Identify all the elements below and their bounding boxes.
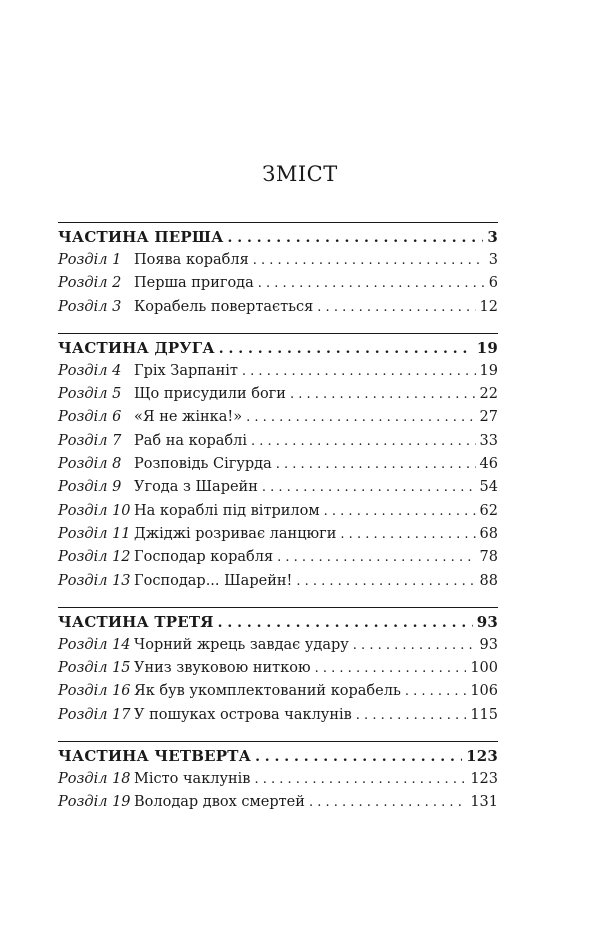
dot-leader bbox=[353, 638, 476, 653]
part-heading[interactable] bbox=[58, 228, 498, 252]
part-divider bbox=[58, 741, 498, 742]
chapter-number: Розділ 9 bbox=[58, 479, 122, 496]
toc-chapter-row[interactable] bbox=[58, 409, 498, 432]
part-title: ЧАСТИНА ПЕРША bbox=[58, 228, 224, 246]
dot-leader bbox=[315, 661, 467, 676]
toc-chapter-row[interactable] bbox=[58, 771, 498, 794]
chapter-title: На кораблі під вітрилом bbox=[134, 502, 320, 519]
chapter-page-number: 106 bbox=[470, 683, 498, 700]
chapter-page-number: 27 bbox=[479, 409, 498, 426]
dot-leader bbox=[228, 230, 484, 246]
chapter-title: Місто чаклунів bbox=[134, 771, 251, 788]
chapter-number: Розділ 16 bbox=[58, 683, 131, 700]
chapter-title: Господар корабля bbox=[134, 549, 274, 566]
chapter-page-number: 54 bbox=[479, 479, 498, 496]
part-heading[interactable] bbox=[58, 613, 498, 637]
part-page-number: 123 bbox=[466, 747, 498, 766]
chapter-number: Розділ 17 bbox=[58, 706, 131, 723]
toc-part bbox=[58, 741, 498, 818]
dot-leader bbox=[242, 364, 476, 379]
dot-leader bbox=[246, 410, 475, 425]
toc-chapter-row[interactable] bbox=[58, 456, 498, 479]
part-page-number: 19 bbox=[476, 338, 498, 357]
dot-leader bbox=[290, 387, 476, 402]
chapter-title: Як був укомплектований корабель bbox=[134, 683, 401, 700]
chapter-page-number: 3 bbox=[488, 252, 498, 268]
part-divider bbox=[58, 607, 498, 608]
dot-leader bbox=[356, 708, 467, 723]
part-page-number: 3 bbox=[487, 228, 498, 246]
chapter-page-number: 68 bbox=[479, 525, 498, 542]
part-divider bbox=[58, 222, 498, 223]
chapter-page-number: 93 bbox=[479, 636, 498, 653]
toc-chapter-row[interactable] bbox=[58, 386, 498, 409]
part-title: ЧАСТИНА ЧЕТВЕРТА bbox=[58, 747, 252, 766]
toc-chapter-row[interactable] bbox=[58, 637, 498, 660]
part-page-number: 93 bbox=[476, 612, 498, 631]
chapter-page-number: 22 bbox=[479, 386, 498, 403]
dot-leader bbox=[254, 772, 466, 787]
chapter-number: Розділ 8 bbox=[58, 456, 122, 473]
toc-chapter-row[interactable] bbox=[58, 707, 498, 730]
dot-leader bbox=[276, 457, 476, 472]
chapter-list bbox=[58, 363, 498, 596]
part-title: ЧАСТИНА ДРУГА bbox=[58, 338, 215, 357]
chapter-list bbox=[58, 252, 498, 322]
chapter-number: Розділ 12 bbox=[58, 549, 131, 566]
dot-leader bbox=[262, 480, 476, 495]
toc-part bbox=[58, 607, 498, 730]
chapter-number: Розділ 13 bbox=[58, 572, 131, 589]
part-divider bbox=[58, 333, 498, 334]
toc-chapter-row[interactable] bbox=[58, 299, 498, 322]
part-title: ЧАСТИНА ТРЕТЯ bbox=[58, 612, 214, 631]
toc-chapter-row[interactable] bbox=[58, 660, 498, 683]
chapter-title: Униз звуковою ниткою bbox=[134, 660, 311, 677]
chapter-number: Розділ 11 bbox=[58, 525, 131, 542]
dot-leader bbox=[258, 276, 485, 291]
chapter-page-number: 115 bbox=[470, 706, 498, 723]
toc-chapter-row[interactable] bbox=[58, 573, 498, 596]
dot-leader bbox=[251, 434, 476, 449]
dot-leader bbox=[255, 749, 462, 765]
chapter-title: Розповідь Сігурда bbox=[134, 456, 272, 473]
chapter-page-number: 62 bbox=[479, 502, 498, 519]
chapter-title: У пошуках острова чаклунів bbox=[134, 706, 352, 723]
chapter-page-number: 123 bbox=[470, 771, 498, 788]
dot-leader bbox=[277, 550, 475, 565]
chapter-page-number: 78 bbox=[479, 549, 498, 566]
chapter-title: Чорний жрець завдає удару bbox=[134, 636, 349, 653]
dot-leader bbox=[218, 615, 473, 631]
chapter-title: «Я не жінка!» bbox=[134, 409, 243, 426]
page-title: ЗМІСТ bbox=[262, 162, 338, 186]
toc-part bbox=[58, 222, 498, 322]
chapter-page-number: 6 bbox=[488, 275, 498, 292]
chapter-number: Розділ 7 bbox=[58, 432, 122, 449]
chapter-title: Угода з Шарейн bbox=[134, 479, 258, 496]
chapter-list bbox=[58, 771, 498, 818]
toc-chapter-row[interactable] bbox=[58, 503, 498, 526]
toc-part bbox=[58, 333, 498, 596]
chapter-number: Розділ 10 bbox=[58, 502, 131, 519]
toc-chapter-row[interactable] bbox=[58, 479, 498, 502]
dot-leader bbox=[317, 300, 475, 315]
chapter-title: Що присудили боги bbox=[134, 386, 286, 403]
chapter-title: Володар двох смертей bbox=[134, 794, 305, 811]
toc-chapter-row[interactable] bbox=[58, 363, 498, 386]
chapter-number: Розділ 5 bbox=[58, 386, 122, 403]
chapter-title: Гріх Зарпаніт bbox=[134, 362, 238, 379]
toc-chapter-row[interactable] bbox=[58, 275, 498, 298]
chapter-number: Розділ 19 bbox=[58, 794, 131, 811]
table-of-contents bbox=[58, 222, 498, 829]
chapter-title: Корабель повертається bbox=[134, 298, 314, 315]
chapter-number: Розділ 4 bbox=[58, 362, 122, 379]
chapter-title: Господар... Шарейн! bbox=[134, 572, 293, 589]
chapter-number: Розділ 15 bbox=[58, 660, 131, 677]
toc-chapter-row[interactable] bbox=[58, 433, 498, 456]
dot-leader bbox=[219, 341, 473, 357]
chapter-number: Розділ 2 bbox=[58, 275, 122, 292]
chapter-page-number: 100 bbox=[470, 660, 498, 677]
chapter-page-number: 46 bbox=[479, 456, 498, 473]
chapter-title: Поява корабля bbox=[134, 252, 249, 268]
dot-leader bbox=[253, 253, 485, 268]
dot-leader bbox=[340, 527, 475, 542]
chapter-page-number: 12 bbox=[479, 298, 498, 315]
toc-chapter-row[interactable] bbox=[58, 526, 498, 549]
dot-leader bbox=[324, 504, 476, 519]
chapter-number: Розділ 14 bbox=[58, 636, 131, 653]
chapter-number: Розділ 6 bbox=[58, 409, 122, 426]
chapter-title: Раб на кораблі bbox=[134, 432, 247, 449]
chapter-page-number: 19 bbox=[479, 362, 498, 379]
dot-leader bbox=[309, 795, 466, 810]
dot-leader bbox=[405, 684, 466, 699]
chapter-page-number: 88 bbox=[479, 572, 498, 589]
toc-chapter-row[interactable] bbox=[58, 549, 498, 572]
part-heading[interactable] bbox=[58, 747, 498, 771]
chapter-number: Розділ 18 bbox=[58, 771, 131, 788]
chapter-title: Джіджі розриває ланцюги bbox=[134, 525, 337, 542]
chapter-number: Розділ 1 bbox=[58, 252, 122, 268]
toc-chapter-row[interactable] bbox=[58, 794, 498, 817]
chapter-list bbox=[58, 637, 498, 730]
chapter-number: Розділ 3 bbox=[58, 298, 122, 315]
chapter-title: Перша пригода bbox=[134, 275, 254, 292]
dot-leader bbox=[296, 574, 475, 589]
toc-chapter-row[interactable] bbox=[58, 252, 498, 275]
chapter-page-number: 33 bbox=[479, 432, 498, 449]
chapter-page-number: 131 bbox=[470, 794, 498, 811]
toc-chapter-row[interactable] bbox=[58, 683, 498, 706]
part-heading[interactable] bbox=[58, 339, 498, 363]
